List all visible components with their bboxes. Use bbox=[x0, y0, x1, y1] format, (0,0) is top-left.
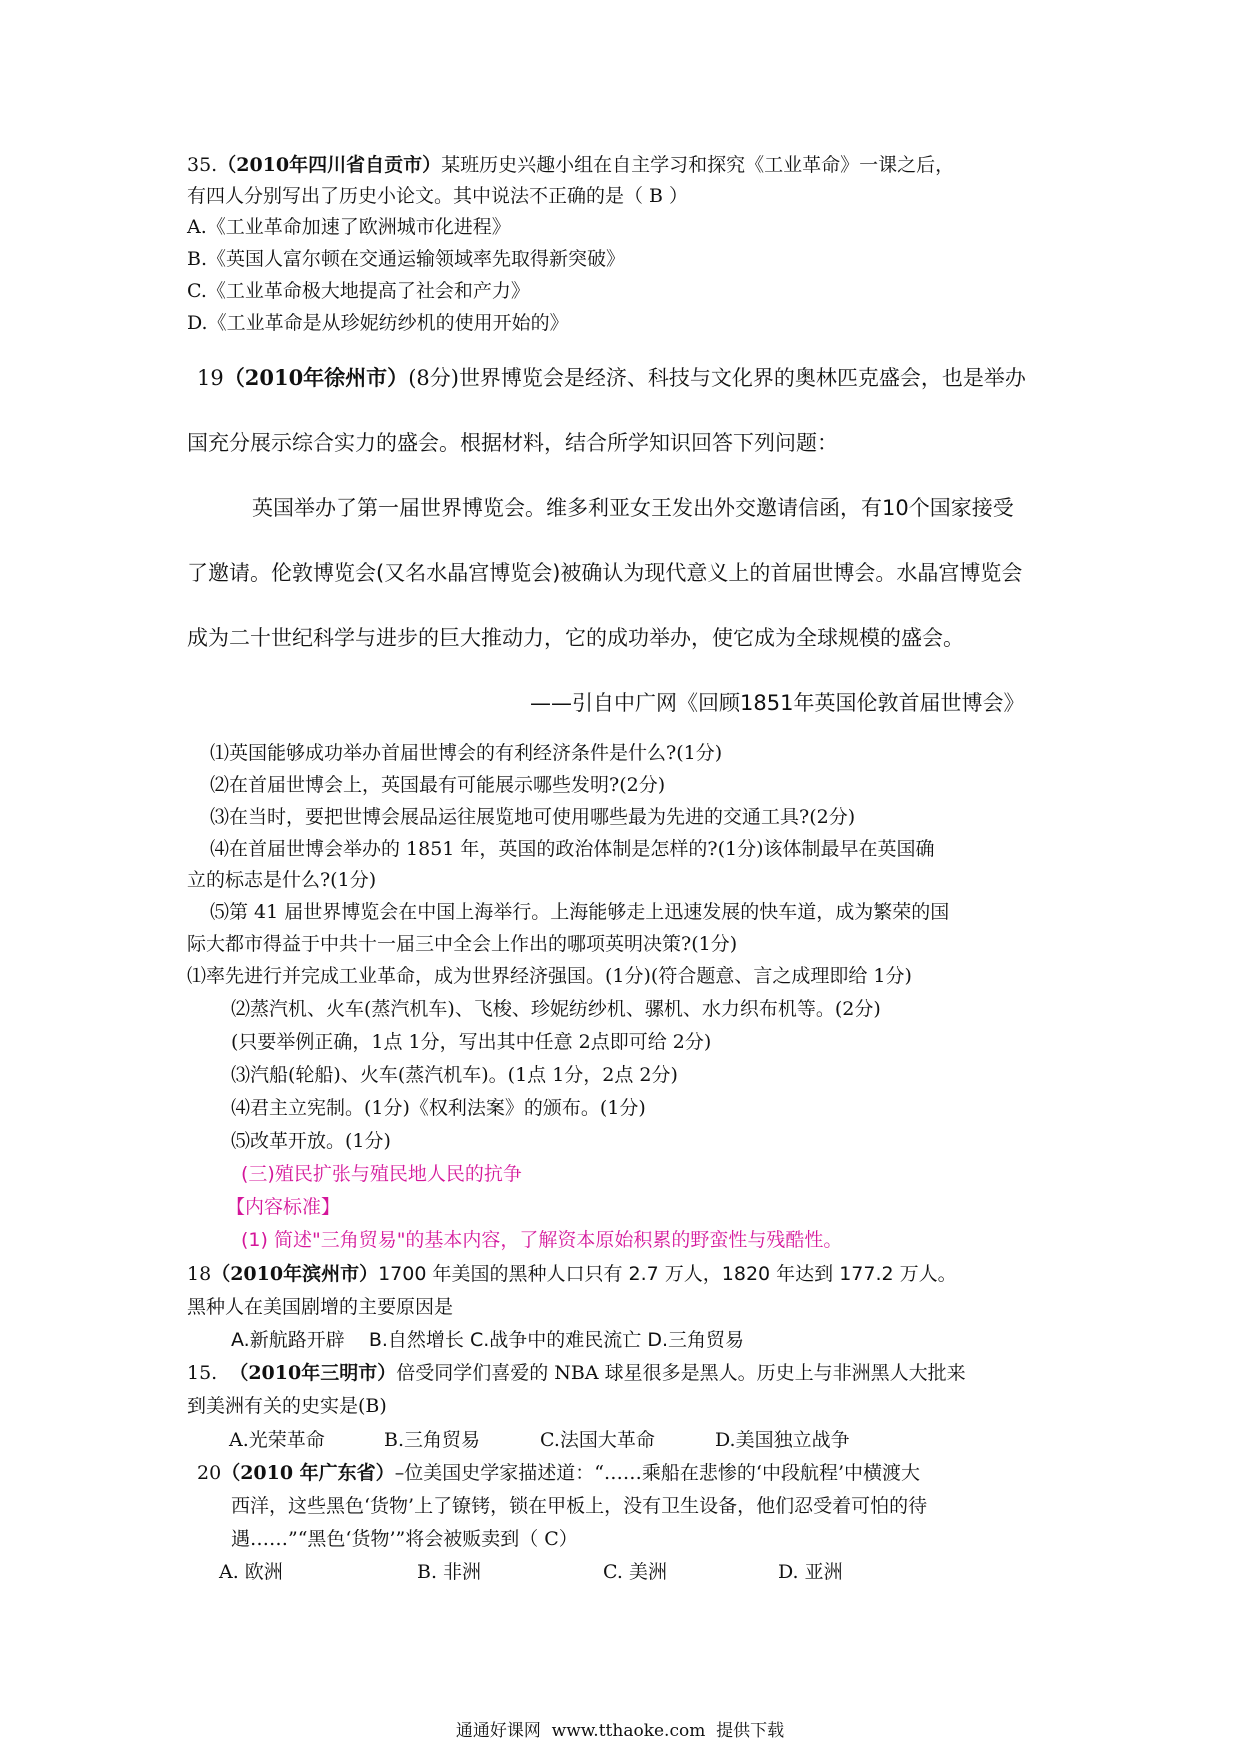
q20-option-c: C. 美洲 bbox=[603, 1561, 667, 1583]
q19-answer-2-note: (只要举例正确，1点 1分，写出其中任意 2点即可给 2分) bbox=[231, 1031, 712, 1053]
q19-question-4-cont: 立的标志是什么?(1分) bbox=[187, 869, 377, 891]
q35-option-b: B.《英国人富尔顿在交通运输领域率先取得新突破》 bbox=[187, 248, 626, 270]
content-standard-item: (1) 简述"三角贸易"的基本内容，了解资本原始积累的野蛮性与残酷性。 bbox=[241, 1229, 843, 1251]
q19-answer-5: ⑸改革开放。(1分) bbox=[231, 1130, 391, 1152]
q35-stem: 35.（2010年四川省自贡市）某班历史兴趣小组在自主学习和探究《工业革命》一课之后， bbox=[187, 154, 955, 176]
q19-material-line1: 英国举办了第一届世界博览会。维多利亚女王发出外交邀请信函，有10个国家接受 bbox=[252, 496, 1014, 520]
q15-stem-line2: 到美洲有关的史实是(B) bbox=[187, 1395, 387, 1417]
q19-stem: 19（2010年徐州市）(8分)世界博览会是经济、科技与文化界的奥林匹克盛会，也是举办 bbox=[197, 365, 1026, 390]
q19-question-3: ⑶在当时，要把世博会展品运往展览地可使用哪些最为先进的交通工具?(2分) bbox=[210, 806, 856, 828]
q20-option-d: D. 亚洲 bbox=[778, 1561, 843, 1583]
content-standard-label: 【内容标准】 bbox=[226, 1196, 341, 1218]
q19-citation: ——引自中广网《回顾1851年英国伦敦首届世博会》 bbox=[530, 691, 1025, 715]
q15-option-a: A.光荣革命 bbox=[229, 1429, 325, 1451]
q19-answer-3: ⑶汽船(轮船)、火车(蒸汽机车)。(1点 1分，2点 2分) bbox=[231, 1064, 678, 1086]
q19-question-4: ⑷在首届世博会举办的 1851 年，英国的政治体制是怎样的?(1分)该体制最早在英国确 bbox=[210, 838, 935, 860]
q15-source: （2010年三明市） bbox=[229, 1362, 397, 1384]
q15-option-b: B.三角贸易 bbox=[384, 1429, 481, 1451]
q18-options: A.新航路开辟 B.自然增长 C.战争中的难民流亡 D.三角贸易 bbox=[231, 1329, 744, 1351]
q20-stem-line3: 遇……”“黑色‘货物’”将会被贩卖到（ C） bbox=[231, 1528, 578, 1550]
q20-source: （2010 年广东省） bbox=[221, 1462, 395, 1484]
q18-stem-line2: 黑种人在美国剧增的主要原因是 bbox=[187, 1296, 454, 1318]
section-heading: (三)殖民扩张与殖民地人民的抗争 bbox=[241, 1163, 522, 1185]
q19-source: （2010年徐州市） bbox=[223, 365, 409, 390]
q19-answer-2: ⑵蒸汽机、火车(蒸汽机车)、飞梭、珍妮纺纱机、骡机、水力织布机等。(2分) bbox=[231, 998, 881, 1020]
q19-stem-line2: 国充分展示综合实力的盛会。根据材料，结合所学知识回答下列问题： bbox=[187, 431, 838, 455]
q20-stem-line2: 西洋，这些黑色‘货物’上了镣铐，锁在甲板上，没有卫生设备，他们忍受着可怕的待 bbox=[231, 1495, 928, 1517]
q19-material-line2: 了邀请。伦敦博览会(又名水晶宫博览会)被确认为现代意义上的首届世博会。水晶宫博览会 bbox=[187, 561, 1023, 585]
q20-option-a: A. 欧洲 bbox=[219, 1561, 283, 1583]
q35-option-d: D.《工业革命是从珍妮纺纱机的使用开始的》 bbox=[187, 312, 569, 334]
q15-stem: 15. （2010年三明市）倍受同学们喜爱的 NBA 球星很多是黑人。历史上与非洲黑人大批来 bbox=[187, 1362, 966, 1384]
footer-source-link[interactable]: 通通好课网 www.tthaoke.com 提供下载 bbox=[455, 1721, 785, 1741]
q35-source: （2010年四川省自贡市） bbox=[217, 154, 442, 176]
q15-option-c: C.法国大革命 bbox=[540, 1429, 655, 1451]
q19-material-line3: 成为二十世纪科学与进步的巨大推动力，它的成功举办，使它成为全球规模的盛会。 bbox=[187, 626, 964, 650]
q19-answer-1: ⑴率先进行并完成工业革命，成为世界经济强国。(1分)(符合题意、言之成理即给 1分) bbox=[187, 965, 912, 987]
q18-source: （2010年滨州市） bbox=[211, 1263, 379, 1285]
q19-question-5-cont: 际大都市得益于中共十一届三中全会上作出的哪项英明决策?(1分) bbox=[187, 933, 738, 955]
q19-question-5: ⑸第 41 届世界博览会在中国上海举行。上海能够走上迅速发展的快车道，成为繁荣的国 bbox=[210, 901, 950, 923]
q35-option-a: A.《工业革命加速了欧洲城市化进程》 bbox=[187, 216, 511, 238]
q15-option-d: D.美国独立战争 bbox=[715, 1429, 850, 1451]
q18-stem: 18（2010年滨州市）1700 年美国的黑种人口只有 2.7 万人，1820 年达到 177.2 万人。 bbox=[187, 1263, 957, 1285]
q35-stem-line2: 有四人分别写出了历史小论文。其中说法不正确的是（ B ） bbox=[187, 185, 689, 207]
q20-option-b: B. 非洲 bbox=[417, 1561, 482, 1583]
q35-option-c: C.《工业革命极大地提高了社会和产力》 bbox=[187, 280, 530, 302]
q19-question-1: ⑴英国能够成功举办首届世博会的有利经济条件是什么?(1分) bbox=[210, 742, 723, 764]
q19-answer-4: ⑷君主立宪制。(1分)《权利法案》的颁布。(1分) bbox=[231, 1097, 646, 1119]
q19-question-2: ⑵在首届世博会上，英国最有可能展示哪些发明?(2分) bbox=[210, 774, 666, 796]
q20-stem: 20（2010 年广东省）–位美国史学家描述道：“……乘船在悲惨的‘中段航程’中横渡大 bbox=[197, 1462, 920, 1484]
